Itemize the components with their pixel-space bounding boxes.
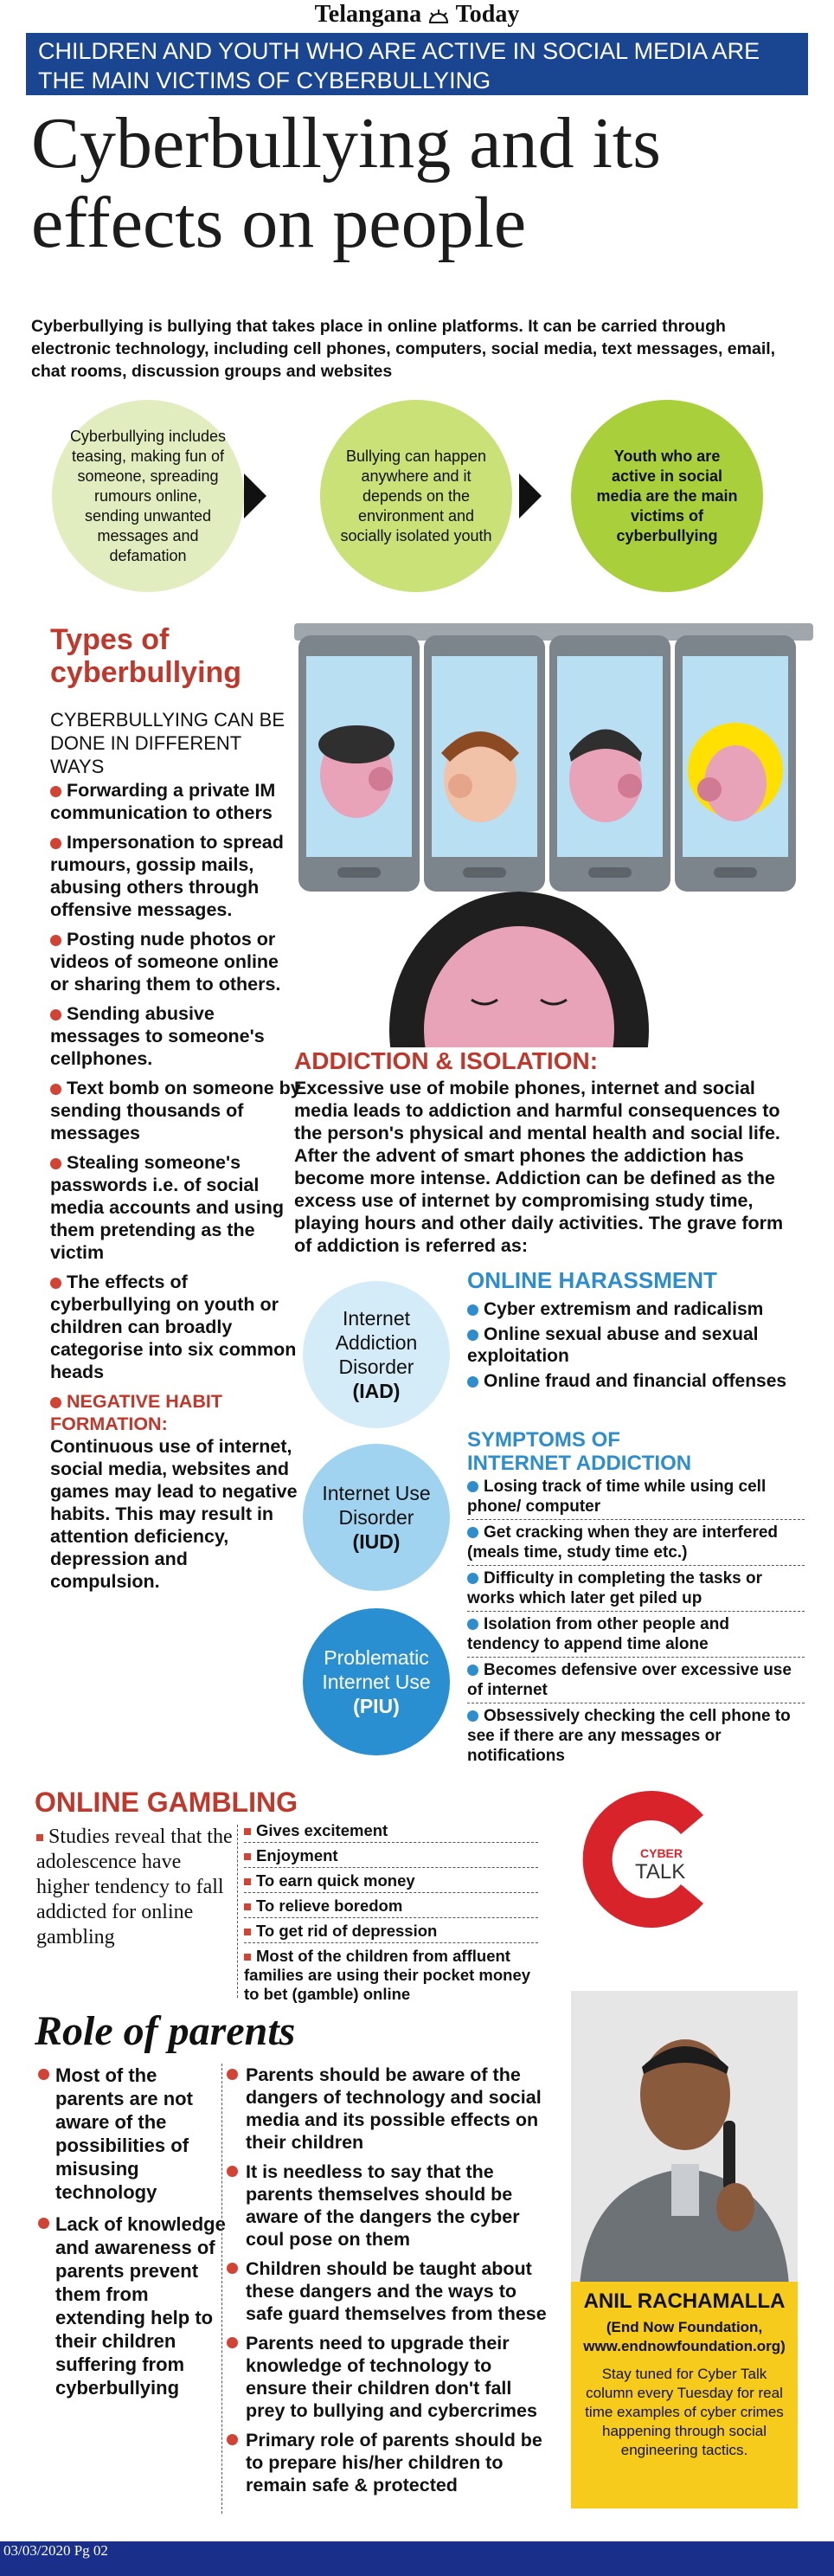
list-item-text: Primary role of parents should be to prepare his/her children to remain safe & protected: [246, 2430, 542, 2496]
list-item-text: The effects of cyberbullying on youth or children can broadly categorise into six common heads: [50, 1272, 297, 1382]
bullet-icon: [467, 1573, 478, 1584]
bullet-icon: [36, 1834, 43, 1841]
masthead-right: Today: [455, 1, 520, 28]
negative-habit-body: Continuous use of internet, social media, websites and games may lead to negative habits. This may result in attention deficiency, depression and compulsion.: [50, 1436, 298, 1592]
parents-heading: Role of parents: [35, 2008, 296, 2054]
list-item: [244, 1947, 538, 2006]
list-item: [467, 1477, 805, 1520]
list-item-text: Online fraud and financial offenses: [484, 1371, 787, 1391]
list-item-text: Children should be taught about these dangers and the ways to safe guard themselves from these: [246, 2258, 547, 2324]
bullet-icon: [244, 1929, 251, 1935]
list-item-text: Sending abusive messages to someone's cellphones.: [50, 1003, 265, 1069]
list-item-text: It is needless to say that the parents themselves should be aware of the dangers the cyber coul pose on them: [246, 2161, 520, 2250]
bullet-icon: [244, 1828, 251, 1835]
bullet-icon: [38, 2218, 49, 2229]
list-item: [50, 1002, 301, 1070]
list-item-text: Losing track of time while using cell phone/ computer: [467, 1478, 767, 1516]
footer-bar: 03/03/2020 Pg 02: [0, 2541, 834, 2576]
bullet-icon: [50, 838, 61, 849]
harassment-heading: ONLINE HARASSMENT: [467, 1267, 717, 1293]
bullet-icon: [50, 786, 61, 797]
bullet-icon: [467, 1619, 478, 1630]
gambling-study: [36, 1825, 235, 1950]
harassment-list: [467, 1298, 805, 1395]
arrow-right-icon: [519, 473, 542, 518]
bullet-icon: [467, 1665, 478, 1676]
bubble-text: Internet Use Disorder: [322, 1482, 431, 1529]
bubble-abbr: (PIU): [353, 1695, 400, 1717]
list-item: [244, 1922, 538, 1943]
intro-paragraph: Cyberbullying is bullying that takes place in online platforms. It can be carried through electronic technology, including cell phones, computers, social media, text messages, email, chat rooms, discussion groups and websites: [31, 317, 776, 381]
bubble-piu: [303, 1608, 450, 1755]
list-item: [244, 1871, 538, 1893]
list-item: [467, 1614, 805, 1658]
bullet-icon: [50, 1084, 61, 1095]
types-list: [50, 779, 301, 1600]
author-note: Stay tuned for Cyber Talk column every Tuesday for real time examples of cyber crimes happening through social engineering tactics.: [585, 2366, 784, 2458]
list-item: [244, 1897, 538, 1918]
bullet-icon: [467, 1376, 478, 1388]
list-item-text: Becomes defensive over excessive use of internet: [467, 1661, 792, 1699]
bullet-icon: [50, 935, 61, 946]
list-item: [38, 2064, 228, 2204]
list-item-text: Lack of knowledge and awareness of parents prevent them from extending help to their children suffering from cyberbullying: [55, 2213, 226, 2399]
bullet-icon: [467, 1481, 478, 1492]
list-item: [227, 2257, 555, 2325]
list-item-text: Online sexual abuse and sexual exploitation: [467, 1324, 759, 1366]
bullet-icon: [50, 1158, 61, 1169]
masthead-left: Telangana: [314, 1, 422, 28]
negative-habit-heading: NEGATIVE HABIT FORMATION:: [50, 1391, 222, 1434]
addiction-heading: ADDICTION & ISOLATION:: [294, 1047, 599, 1074]
headline: [31, 104, 810, 263]
bubble-text: Internet Addiction Disorder: [335, 1307, 418, 1378]
list-item: [467, 1523, 805, 1566]
divider: [221, 2064, 222, 2514]
list-item: [467, 1568, 805, 1612]
symptoms-heading-line-2: INTERNET ADDICTION: [467, 1452, 692, 1475]
phones-illustration: [294, 623, 813, 1047]
list-item: [50, 831, 301, 921]
arrow-right-icon: [244, 473, 266, 518]
list-item-text: To get rid of depression: [256, 1922, 438, 1940]
bubble-iud: [303, 1444, 450, 1591]
list-item-text: To relieve boredom: [256, 1897, 403, 1915]
types-title-line-1: Types of: [50, 623, 170, 656]
bullet-icon: [467, 1710, 478, 1722]
bullet-icon: [227, 2166, 238, 2177]
list-item: [227, 2064, 555, 2154]
bullet-icon: [244, 1954, 251, 1961]
list-item: [227, 2332, 555, 2422]
bullet-icon: [227, 2263, 238, 2274]
list-item: [50, 1271, 301, 1383]
gambling-heading: ONLINE GAMBLING: [35, 1787, 298, 1818]
list-item-text: Most of the parents are not aware of the possibilities of misusing technology: [55, 2064, 193, 2203]
symptoms-list: [467, 1477, 805, 1771]
list-item-text: Gives excitement: [256, 1821, 388, 1839]
list-item-text: Forwarding a private IM communication to others: [50, 780, 276, 823]
negative-habit: [50, 1390, 301, 1593]
bubble-iad: [303, 1281, 450, 1428]
addiction-body: Excessive use of mobile phones, internet and social media leads to addiction and harmful consequences to the person's physical and mental health and social life. After the advent of smart phones the addiction has become more intense. Addiction can be defined as the excess use of internet by compromising study time, playing hours and other daily activities. The grave form of addiction is referred as:: [294, 1078, 784, 1256]
list-item: [467, 1660, 805, 1703]
bullet-icon: [50, 1009, 61, 1021]
bullet-icon: [227, 2434, 238, 2445]
list-item-text: Obsessively checking the cell phone to see if there are any messages or notifications: [467, 1707, 791, 1765]
bullet-icon: [467, 1304, 478, 1316]
top-banner: CHILDREN AND YOUTH WHO ARE ACTIVE IN SOCIAL MEDIA ARE THE MAIN VICTIMS OF CYBERBULLYING: [26, 33, 808, 95]
list-item-text: Impersonation to spread rumours, gossip mails, abusing others through offensive messages.: [50, 832, 284, 920]
headline-line-2: effects on people: [31, 183, 527, 263]
list-item-text: Get cracking when they are interfered (meals time, study time etc.): [467, 1523, 779, 1562]
masthead: [0, 0, 834, 29]
list-item-text: Isolation from other people and tendency to append time alone: [467, 1615, 729, 1653]
list-item: [467, 1706, 805, 1768]
list-item: [38, 2212, 228, 2399]
list-item: [244, 1821, 538, 1843]
bullet-icon: [467, 1527, 478, 1538]
list-item-text: Posting nude photos or videos of someone online or sharing them to others.: [50, 929, 281, 995]
types-subtitle: CYBERBULLYING CAN BE DONE IN DIFFERENT WAYS: [50, 709, 285, 777]
list-item-text: Stealing someone's passwords i.e. of social media accounts and using them pretending as the victim: [50, 1152, 284, 1263]
circle-anywhere: Bullying can happen anywhere and it depends on the environment and socially isolated youth: [320, 400, 512, 592]
cyber-talk-logo-icon: [580, 1790, 718, 1929]
bubble-text: Problematic Internet Use: [322, 1646, 431, 1693]
divider: [237, 1825, 238, 1998]
parents-right-list: [227, 2064, 555, 2503]
list-item: [467, 1298, 805, 1320]
list-item-text: Most of the children from affluent families are using their pocket money to bet (gamble) online: [244, 1947, 531, 2003]
list-item: [467, 1323, 805, 1367]
bubble-abbr: (IAD): [352, 1380, 401, 1402]
list-item-text: Enjoyment: [256, 1846, 338, 1864]
author-box: [571, 2282, 798, 2508]
bubble-abbr: (IUD): [352, 1530, 401, 1553]
bullet-icon: [50, 1397, 61, 1408]
list-item-text: To earn quick money: [256, 1871, 415, 1890]
parents-left-list: [38, 2064, 228, 2408]
cyber-talk-line-2: TALK: [635, 1860, 686, 1884]
bullet-icon: [227, 2069, 238, 2080]
list-item: [50, 1077, 301, 1144]
bullet-icon: [244, 1903, 251, 1910]
bullet-icon: [244, 1853, 251, 1860]
list-item-text: Cyber extremism and radicalism: [484, 1299, 764, 1319]
symptoms-heading-line-1: SYMPTOMS OF: [467, 1428, 620, 1452]
list-item: [50, 1151, 301, 1264]
bullet-icon: [227, 2337, 238, 2348]
author-org: (End Now Foundation, www.endnowfoundation.org): [583, 2319, 786, 2354]
list-item: [50, 928, 301, 995]
list-item: [227, 2429, 555, 2496]
author-photo: [571, 1991, 798, 2285]
list-item: [50, 779, 301, 824]
types-title: [50, 623, 301, 689]
list-item: [244, 1846, 538, 1868]
gambling-reasons: [244, 1821, 538, 2009]
list-item-text: Difficulty in completing the tasks or works which later get piled up: [467, 1569, 762, 1607]
bullet-icon: [50, 1278, 61, 1289]
list-item-text: Parents should be aware of the dangers of technology and social media and its possible effects on their children: [246, 2064, 542, 2153]
bullet-icon: [244, 1878, 251, 1885]
circle-victims: Youth who are active in social media are the main victims of cyberbullying: [571, 400, 763, 592]
headline-line-1: Cyberbullying and its: [31, 103, 661, 184]
list-item: [467, 1370, 805, 1392]
symptoms-heading: [467, 1428, 691, 1475]
bullet-icon: [467, 1330, 478, 1341]
cyber-talk-line-1: CYBER: [640, 1846, 683, 1860]
author-name: ANIL RACHAMALLA: [583, 2289, 786, 2313]
circle-teasing: Cyberbullying includes teasing, making fun of someone, spreading rumours online, sending unwanted messages and defamation: [52, 400, 244, 592]
list-item-text: Text bomb on someone by sending thousands of messages: [50, 1078, 301, 1143]
list-item-text: Parents need to upgrade their knowledge of technology to ensure their children don't fall prey to bullying and cybercrimes: [246, 2333, 537, 2421]
list-item: [227, 2161, 555, 2251]
gambling-study-text: Studies reveal that the adolescence have higher tendency to fall addicted for online gambling: [36, 1826, 233, 1948]
bullet-icon: [38, 2069, 49, 2080]
types-title-line-2: cyberbullying: [50, 656, 242, 689]
sun-logo-icon: [427, 9, 450, 24]
